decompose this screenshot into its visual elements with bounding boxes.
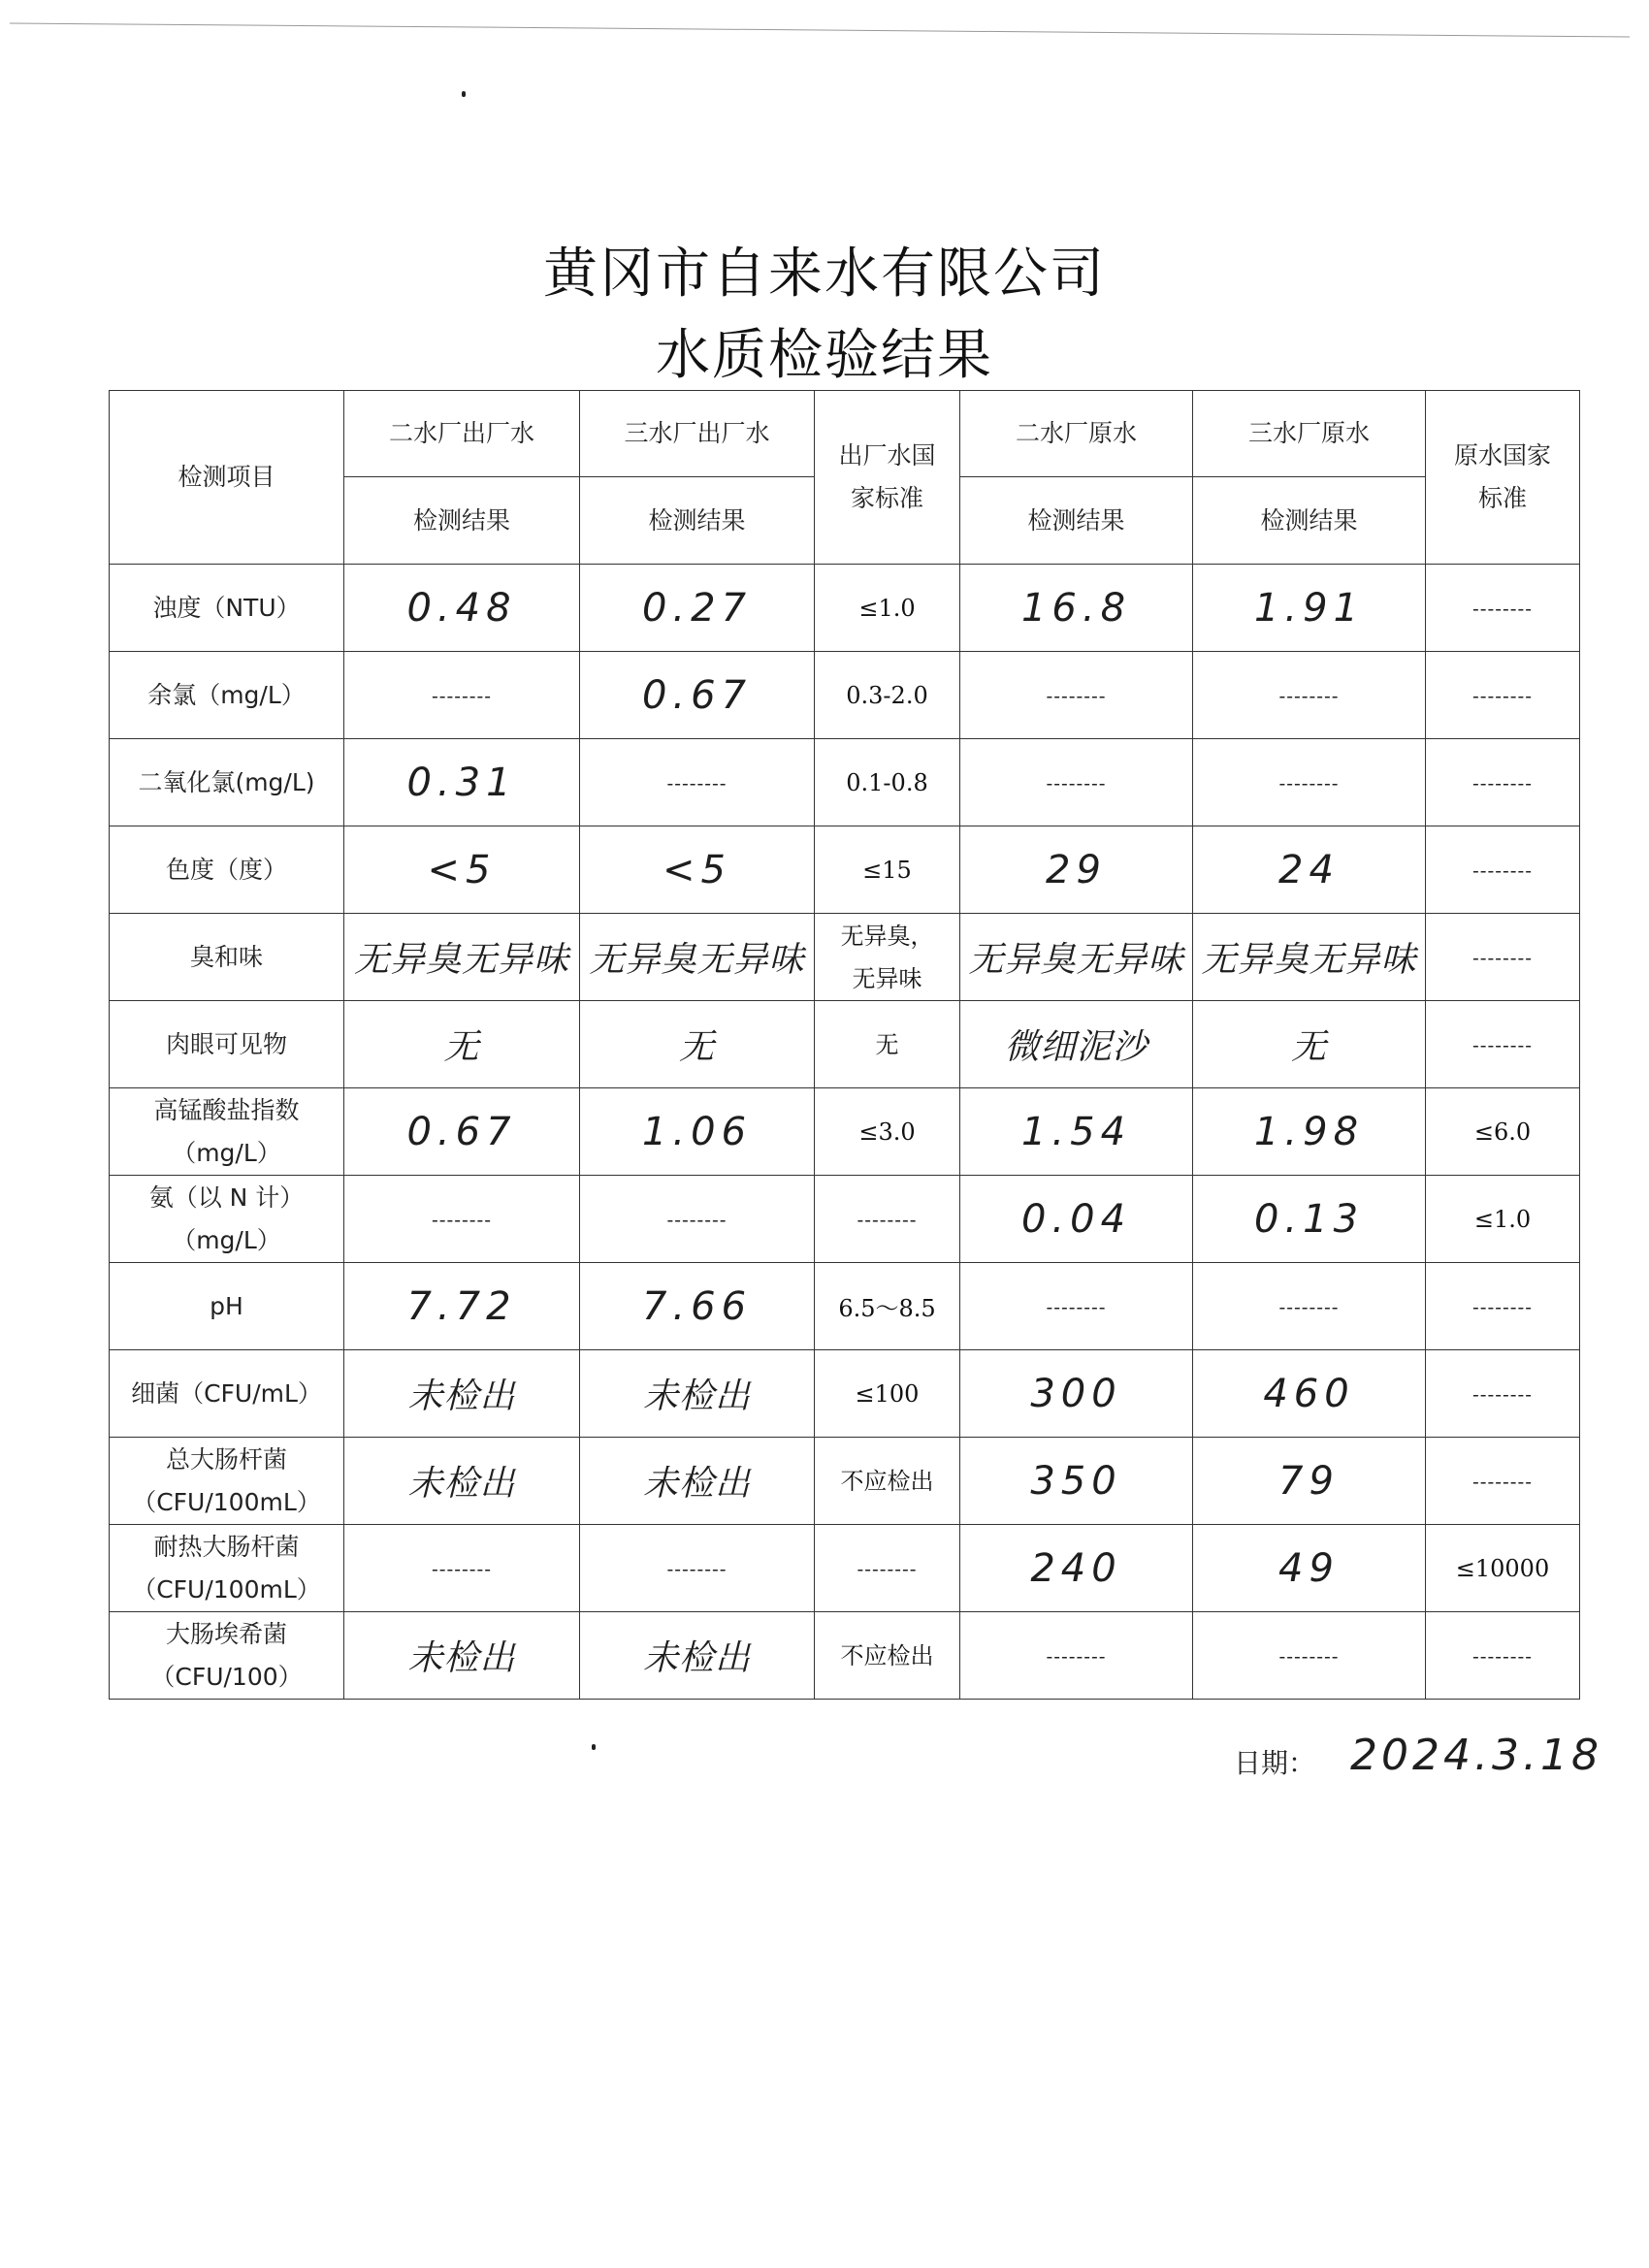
scan-edge-line — [10, 10, 1639, 49]
item-name: pH — [210, 1291, 243, 1320]
table-row — [110, 1525, 1580, 1612]
header-out-standard-line1: 出厂水国 — [838, 441, 936, 470]
raw-standard-value — [1426, 1001, 1580, 1088]
plant2-raw-result — [960, 1350, 1193, 1438]
item-name-cell — [110, 739, 344, 826]
raw-standard-value — [1426, 739, 1580, 826]
plant2-raw-result-value: 微细泥沙 — [1004, 1027, 1148, 1067]
item-unit: （CFU/100mL） — [132, 1487, 321, 1516]
plant3-out-result — [580, 1001, 815, 1088]
plant3-raw-result — [1193, 1350, 1426, 1438]
plant2-raw-result-value: -------- — [1046, 1294, 1107, 1318]
plant3-raw-result-value: 49 — [1278, 1545, 1340, 1591]
item-unit: （CFU/100mL） — [132, 1574, 321, 1604]
plant2-raw-result — [960, 1525, 1193, 1612]
plant2-raw-result-value: 300 — [1030, 1371, 1122, 1416]
plant3-raw-result-value: -------- — [1278, 1643, 1340, 1668]
plant2-out-result — [344, 1612, 580, 1700]
table-row — [110, 1263, 1580, 1350]
out-standard-value — [815, 652, 960, 739]
plant3-out-result-value: -------- — [666, 770, 728, 794]
plant3-out-result-value: 未检出 — [642, 1377, 751, 1416]
plant2-out-result — [344, 1263, 580, 1350]
plant3-out-result-value: 1.06 — [641, 1109, 753, 1154]
raw-standard-value-value: -------- — [1471, 1469, 1534, 1493]
plant3-out-result-value: 0.67 — [641, 672, 753, 718]
plant2-out-result-value: 7.72 — [406, 1283, 517, 1329]
item-name: 浊度（NTU） — [152, 593, 301, 622]
plant3-out-result — [580, 652, 815, 739]
out-standard-value — [815, 1525, 960, 1612]
header-result: 检测结果 — [1193, 477, 1426, 565]
out-standard-value-value: ≤3.0 — [858, 1118, 916, 1146]
item-name-cell — [110, 652, 344, 739]
header-plant3-raw: 三水厂原水 — [1193, 391, 1426, 477]
header-plant2-raw: 二水厂原水 — [960, 391, 1193, 477]
plant3-out-result — [580, 1612, 815, 1700]
item-name-cell — [110, 565, 344, 652]
plant2-out-result — [344, 1350, 580, 1438]
plant3-raw-result-value: -------- — [1278, 770, 1340, 794]
out-standard-value — [815, 1176, 960, 1263]
header-raw-standard-line2: 标准 — [1477, 484, 1527, 512]
header-raw-standard-line1: 原水国家 — [1453, 441, 1551, 470]
plant2-raw-result — [960, 826, 1193, 914]
out-standard-value-value: 不应检出 — [840, 1641, 934, 1669]
plant3-raw-result-value: 460 — [1263, 1371, 1355, 1416]
plant3-raw-result-value: 24 — [1278, 847, 1340, 892]
item-name-cell — [110, 1001, 344, 1088]
plant2-out-result-value: -------- — [431, 1207, 493, 1231]
plant2-out-result — [344, 1001, 580, 1088]
plant2-out-result — [344, 1088, 580, 1176]
plant3-out-result-value: -------- — [666, 1556, 728, 1580]
plant2-out-result-value: 0.67 — [406, 1109, 517, 1154]
plant2-out-result-value: 0.31 — [406, 760, 517, 805]
out-standard-value — [815, 826, 960, 914]
date-value: 2024.3.18 — [1350, 1731, 1602, 1780]
plant3-out-result — [580, 914, 815, 1001]
item-name-cell — [110, 1525, 344, 1612]
out-standard-value — [815, 914, 960, 1001]
plant2-raw-result-value: -------- — [1046, 683, 1107, 707]
plant3-raw-result-value: 79 — [1278, 1458, 1340, 1504]
plant3-raw-result — [1193, 1438, 1426, 1525]
plant2-out-result — [344, 826, 580, 914]
plant3-raw-result-value: 无异臭无异味 — [1201, 940, 1417, 980]
report-title: 水质检验结果 — [656, 324, 993, 387]
plant2-raw-result-value: 0.04 — [1020, 1196, 1132, 1242]
plant3-raw-result — [1193, 1612, 1426, 1700]
plant3-out-result-value: -------- — [666, 1207, 728, 1231]
out-standard-value — [815, 1001, 960, 1088]
item-name: 二氧化氯(mg/L) — [138, 767, 315, 796]
out-standard-value — [815, 565, 960, 652]
plant3-raw-result — [1193, 914, 1426, 1001]
header-plant3-out: 三水厂出厂水 — [580, 391, 815, 477]
out-standard-value-value: 无异臭， — [840, 922, 934, 950]
plant3-raw-result — [1193, 565, 1426, 652]
raw-standard-value — [1426, 1612, 1580, 1700]
item-name: 臭和味 — [189, 942, 263, 971]
table-row — [110, 914, 1580, 1001]
raw-standard-value-value: -------- — [1471, 1294, 1534, 1318]
item-name: 大肠埃希菌 — [165, 1619, 287, 1648]
item-unit: （mg/L） — [172, 1138, 281, 1167]
plant2-out-result — [344, 914, 580, 1001]
plant3-out-result — [580, 1176, 815, 1263]
plant3-out-result-value: 未检出 — [642, 1464, 751, 1504]
raw-standard-value — [1426, 1350, 1580, 1438]
table-row — [110, 1612, 1580, 1700]
item-name-cell — [110, 1612, 344, 1700]
out-standard-value — [815, 1612, 960, 1700]
item-unit: （CFU/100） — [150, 1662, 303, 1691]
item-name-cell — [110, 1438, 344, 1525]
plant3-raw-result — [1193, 1176, 1426, 1263]
header-result: 检测结果 — [960, 477, 1193, 565]
out-standard-value-value: -------- — [857, 1207, 918, 1231]
plant2-raw-result — [960, 914, 1193, 1001]
plant2-raw-result — [960, 1001, 1193, 1088]
plant2-out-result — [344, 739, 580, 826]
plant2-out-result — [344, 1176, 580, 1263]
plant3-out-result — [580, 1525, 815, 1612]
header-out-standard — [815, 391, 960, 565]
water-quality-table — [109, 390, 1580, 1700]
header-result: 检测结果 — [580, 477, 815, 565]
item-name: 肉眼可见物 — [165, 1029, 287, 1058]
item-name: 余氯（mg/L） — [147, 680, 306, 709]
plant3-raw-result — [1193, 1088, 1426, 1176]
item-name: 耐热大肠杆菌 — [153, 1532, 300, 1561]
plant3-out-result — [580, 1263, 815, 1350]
header-row-1 — [110, 391, 1580, 477]
item-name: 总大肠杆菌 — [165, 1444, 287, 1474]
table-row — [110, 1088, 1580, 1176]
table-body — [110, 565, 1580, 1700]
item-unit: （mg/L） — [172, 1225, 281, 1254]
item-name-cell — [110, 1263, 344, 1350]
header-raw-standard — [1426, 391, 1580, 565]
table-row — [110, 652, 1580, 739]
plant2-raw-result — [960, 652, 1193, 739]
out-standard-value-value: ≤100 — [855, 1379, 920, 1408]
raw-standard-value-value: -------- — [1471, 945, 1534, 969]
plant2-out-result-value: <5 — [427, 847, 497, 892]
out-standard-value-value: ≤1.0 — [858, 594, 916, 622]
out-standard-value-value: 0.3-2.0 — [846, 681, 928, 709]
plant3-out-result — [580, 739, 815, 826]
plant3-out-result — [580, 1438, 815, 1525]
plant3-raw-result-value: -------- — [1278, 1294, 1340, 1318]
out-standard-value-value: 无 — [875, 1030, 899, 1058]
plant3-raw-result — [1193, 652, 1426, 739]
plant2-out-result-value: 无 — [443, 1027, 480, 1067]
raw-standard-value-value: ≤6.0 — [1473, 1118, 1532, 1146]
plant2-out-result-value: -------- — [431, 683, 493, 707]
company-title: 黄冈市自来水有限公司 — [543, 243, 1106, 306]
date-label: 日期： — [1234, 1747, 1316, 1779]
plant3-raw-result — [1193, 1263, 1426, 1350]
plant3-out-result — [580, 1088, 815, 1176]
plant2-raw-result-value: -------- — [1046, 770, 1107, 794]
plant3-raw-result-value: -------- — [1278, 683, 1340, 707]
plant3-raw-result — [1193, 1525, 1426, 1612]
table-row — [110, 565, 1580, 652]
plant3-out-result-value: 7.66 — [641, 1283, 753, 1329]
header-plant2-out: 二水厂出厂水 — [344, 391, 580, 477]
plant3-raw-result — [1193, 1001, 1426, 1088]
plant2-raw-result — [960, 1088, 1193, 1176]
header-result: 检测结果 — [344, 477, 580, 565]
plant3-raw-result-value: 无 — [1290, 1027, 1327, 1067]
table-row — [110, 1438, 1580, 1525]
item-name-cell — [110, 1176, 344, 1263]
plant2-raw-result-value: -------- — [1046, 1643, 1107, 1668]
raw-standard-value-value: -------- — [1471, 683, 1534, 707]
plant2-out-result — [344, 565, 580, 652]
raw-standard-value-value: -------- — [1471, 858, 1534, 882]
plant2-raw-result-value: 240 — [1030, 1545, 1122, 1591]
plant3-raw-result-value: 0.13 — [1253, 1196, 1365, 1242]
raw-standard-value — [1426, 652, 1580, 739]
item-name-cell — [110, 1350, 344, 1438]
plant2-out-result — [344, 1438, 580, 1525]
out-standard-value — [815, 1088, 960, 1176]
plant2-raw-result-value: 16.8 — [1020, 585, 1132, 631]
plant2-raw-result-value: 无异臭无异味 — [968, 940, 1184, 980]
plant2-raw-result — [960, 565, 1193, 652]
out-standard-value — [815, 1263, 960, 1350]
item-name-cell — [110, 914, 344, 1001]
raw-standard-value-value: -------- — [1471, 1381, 1534, 1406]
raw-standard-value — [1426, 565, 1580, 652]
out-standard-value-value-line2: 无异味 — [852, 964, 922, 992]
header-out-standard-line2: 家标准 — [850, 484, 923, 512]
plant2-out-result-value: 未检出 — [407, 1377, 516, 1416]
plant3-raw-result — [1193, 826, 1426, 914]
plant2-out-result-value: 未检出 — [407, 1638, 516, 1678]
item-name: 色度（度） — [165, 855, 287, 884]
raw-standard-value-value: -------- — [1471, 1032, 1534, 1056]
out-standard-value-value: 不应检出 — [840, 1467, 934, 1495]
table-row — [110, 1176, 1580, 1263]
plant2-out-result — [344, 1525, 580, 1612]
plant3-out-result-value: 无异臭无异味 — [589, 940, 805, 980]
header-item: 检测项目 — [110, 391, 344, 565]
plant3-raw-result-value: 1.91 — [1253, 585, 1365, 631]
item-name-cell — [110, 1088, 344, 1176]
table-row — [110, 739, 1580, 826]
item-name: 细菌（CFU/mL） — [131, 1378, 322, 1408]
plant3-out-result-value: 未检出 — [642, 1638, 751, 1678]
table-row — [110, 1350, 1580, 1438]
table-row — [110, 826, 1580, 914]
raw-standard-value — [1426, 1263, 1580, 1350]
plant2-raw-result — [960, 1176, 1193, 1263]
plant2-out-result-value: 未检出 — [407, 1464, 516, 1504]
plant3-out-result-value: 无 — [678, 1027, 715, 1067]
raw-standard-value-value: ≤10000 — [1455, 1554, 1550, 1582]
raw-standard-value-value: -------- — [1471, 1643, 1534, 1668]
item-name: 高锰酸盐指数 — [153, 1095, 300, 1124]
scan-speck — [462, 91, 466, 97]
out-standard-value-value: ≤15 — [862, 856, 912, 884]
plant3-out-result-value: 0.27 — [641, 585, 753, 631]
plant2-raw-result — [960, 1612, 1193, 1700]
plant2-out-result — [344, 652, 580, 739]
plant2-raw-result — [960, 1263, 1193, 1350]
plant3-out-result — [580, 565, 815, 652]
out-standard-value — [815, 1350, 960, 1438]
raw-standard-value — [1426, 1088, 1580, 1176]
out-standard-value — [815, 739, 960, 826]
plant2-raw-result — [960, 739, 1193, 826]
plant2-raw-result — [960, 1438, 1193, 1525]
item-name: 氨（以 N 计） — [148, 1183, 305, 1212]
plant3-raw-result-value: 1.98 — [1253, 1109, 1365, 1154]
raw-standard-value — [1426, 1176, 1580, 1263]
plant3-out-result — [580, 1350, 815, 1438]
plant3-raw-result — [1193, 739, 1426, 826]
plant2-raw-result-value: 29 — [1046, 847, 1107, 892]
plant2-out-result-value: -------- — [431, 1556, 493, 1580]
plant3-out-result-value: <5 — [663, 847, 731, 892]
plant2-raw-result-value: 1.54 — [1020, 1109, 1132, 1154]
item-name-cell — [110, 826, 344, 914]
raw-standard-value — [1426, 826, 1580, 914]
plant2-raw-result-value: 350 — [1030, 1458, 1122, 1504]
raw-standard-value-value: ≤1.0 — [1473, 1205, 1532, 1233]
scan-speck — [592, 1744, 596, 1750]
plant2-out-result-value: 无异臭无异味 — [353, 940, 569, 980]
plant3-out-result — [580, 826, 815, 914]
table-row — [110, 1001, 1580, 1088]
raw-standard-value — [1426, 1438, 1580, 1525]
raw-standard-value-value: -------- — [1471, 770, 1534, 794]
out-standard-value-value: 0.1-0.8 — [846, 768, 928, 796]
out-standard-value-value: -------- — [857, 1556, 918, 1580]
raw-standard-value-value: -------- — [1471, 596, 1534, 620]
raw-standard-value — [1426, 914, 1580, 1001]
out-standard-value — [815, 1438, 960, 1525]
raw-standard-value — [1426, 1525, 1580, 1612]
plant2-out-result-value: 0.48 — [406, 585, 517, 631]
out-standard-value-value: 6.5～8.5 — [838, 1295, 936, 1322]
